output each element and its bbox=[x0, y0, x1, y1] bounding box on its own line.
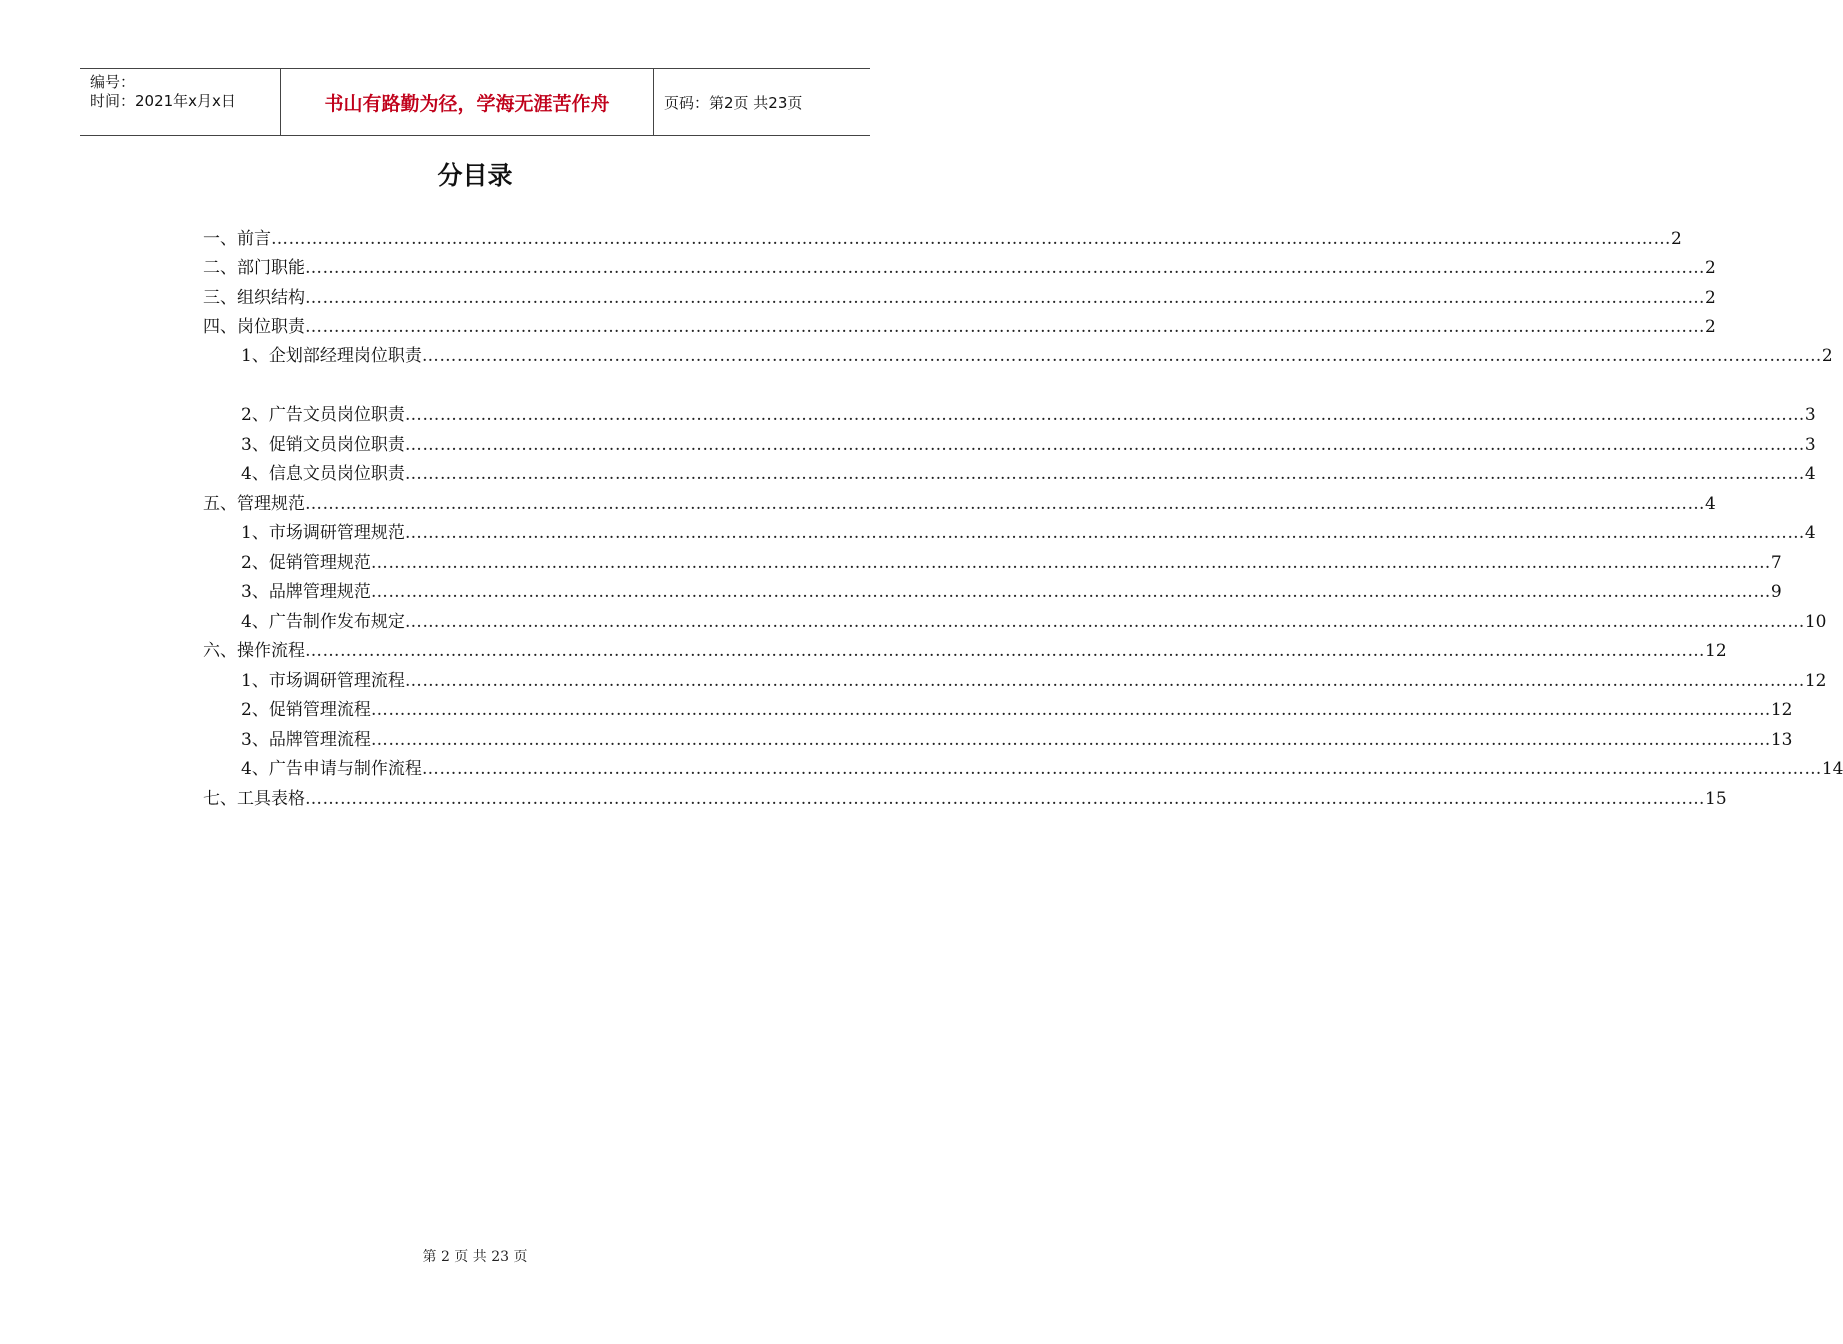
toc-entry[interactable] bbox=[241, 725, 1793, 751]
toc-entry-label: 四、岗位职责 bbox=[203, 317, 305, 337]
toc-entry-label: 1、企划部经理岗位职责 bbox=[241, 346, 422, 366]
toc-entry-page: 2 bbox=[1671, 229, 1682, 249]
toc-entry[interactable] bbox=[203, 489, 1716, 515]
toc-entry[interactable] bbox=[241, 459, 1816, 485]
toc-entry[interactable] bbox=[203, 784, 1727, 810]
toc-entry[interactable] bbox=[203, 224, 1682, 250]
toc-leader-dots: …………………………………………………………………………………………………………………………………………………………………………………………………………………… bbox=[305, 288, 1705, 308]
toc-entry[interactable] bbox=[241, 577, 1782, 603]
toc-entry[interactable] bbox=[241, 754, 1843, 780]
toc-entry-page: 12 bbox=[1705, 641, 1727, 661]
toc-leader-dots: …………………………………………………………………………………………………………………………………………………………………………………………………………………… bbox=[404, 464, 1805, 484]
toc-leader-dots: …………………………………………………………………………………………………………………………………………………………………………………………………………………… bbox=[421, 346, 1822, 366]
header-time-label: 时间：2021年x月x日 bbox=[90, 92, 236, 110]
toc-leader-dots: …………………………………………………………………………………………………………………………………………………………………………………………………………………… bbox=[421, 759, 1822, 779]
toc-entry-label: 3、品牌管理流程 bbox=[241, 730, 371, 750]
toc-entry-page: 2 bbox=[1705, 317, 1716, 337]
toc-entry-label: 4、广告制作发布规定 bbox=[241, 612, 405, 632]
toc-leader-dots: …………………………………………………………………………………………………………………………………………………………………………………………………………………… bbox=[305, 641, 1705, 661]
toc-entry-label: 2、促销管理流程 bbox=[241, 700, 371, 720]
toc-leader-dots: …………………………………………………………………………………………………………………………………………………………………………………………………………………… bbox=[370, 553, 1771, 573]
toc-entry-label: 2、广告文员岗位职责 bbox=[241, 405, 405, 425]
toc-entry-page: 2 bbox=[1705, 258, 1716, 278]
toc-entry-label: 七、工具表格 bbox=[203, 789, 305, 809]
toc-entry-page: 12 bbox=[1804, 671, 1827, 691]
header-meta bbox=[80, 69, 281, 135]
toc-entry[interactable] bbox=[241, 341, 1833, 367]
toc-entry-page: 7 bbox=[1770, 553, 1782, 573]
header-motto: 书山有路勤为径，学海无涯苦作舟 bbox=[281, 69, 654, 135]
header-number-label: 编号： bbox=[90, 73, 136, 91]
toc-leader-dots: …………………………………………………………………………………………………………………………………………………………………………………………………………………… bbox=[404, 523, 1805, 543]
toc-entry[interactable] bbox=[241, 400, 1816, 426]
page-title: 分目录 bbox=[437, 161, 513, 190]
toc-leader-dots: …………………………………………………………………………………………………………………………………………………………………………………………………………………… bbox=[404, 671, 1805, 691]
page-header bbox=[80, 68, 870, 136]
toc-entry[interactable] bbox=[241, 430, 1816, 456]
toc-leader-dots: …………………………………………………………………………………………………………………………………………………………………………………………………………………… bbox=[370, 730, 1771, 750]
toc-entry-page: 12 bbox=[1770, 700, 1793, 720]
toc-entry-label: 3、品牌管理规范 bbox=[241, 582, 371, 602]
toc-leader-dots: …………………………………………………………………………………………………………………………………………………………………………………………………………………… bbox=[370, 582, 1771, 602]
toc-entry-label: 1、市场调研管理流程 bbox=[241, 671, 405, 691]
toc-entry[interactable] bbox=[241, 666, 1827, 692]
toc-entry-label: 2、促销管理规范 bbox=[241, 553, 371, 573]
toc-entry[interactable] bbox=[203, 253, 1716, 279]
toc-leader-dots: …………………………………………………………………………………………………………………………………………………………………………………………………………………… bbox=[404, 612, 1805, 632]
toc-entry-label: 五、管理规范 bbox=[203, 494, 305, 514]
toc-entry[interactable] bbox=[203, 312, 1716, 338]
toc-entry[interactable] bbox=[241, 607, 1827, 633]
toc-entry-label: 1、市场调研管理规范 bbox=[241, 523, 405, 543]
toc-entry-label: 4、广告申请与制作流程 bbox=[241, 759, 422, 779]
toc-entry-page: 2 bbox=[1705, 288, 1716, 308]
toc-leader-dots: …………………………………………………………………………………………………………………………………………………………………………………………………………………… bbox=[305, 317, 1705, 337]
toc-entry-page: 10 bbox=[1804, 612, 1827, 632]
toc-entry-page: 2 bbox=[1821, 346, 1833, 366]
toc-entry[interactable] bbox=[241, 695, 1793, 721]
toc-leader-dots: …………………………………………………………………………………………………………………………………………………………………………………………………………………… bbox=[370, 700, 1771, 720]
toc-entry-page: 3 bbox=[1804, 435, 1816, 455]
toc-entry[interactable] bbox=[241, 518, 1816, 544]
header-page-info: 页码：第2页 共23页 bbox=[664, 93, 803, 112]
toc-entry-page: 4 bbox=[1804, 523, 1816, 543]
toc-entry-page: 4 bbox=[1804, 464, 1816, 484]
toc-entry-page: 13 bbox=[1770, 730, 1793, 750]
page-footer: 第 2 页 共 23 页 bbox=[422, 1249, 528, 1265]
toc-leader-dots: …………………………………………………………………………………………………………………………………………………………………………………………………………………… bbox=[305, 789, 1705, 809]
toc-leader-dots: …………………………………………………………………………………………………………………………………………………………………………………………………………………… bbox=[271, 229, 1671, 249]
toc-entry-page: 14 bbox=[1821, 759, 1843, 779]
toc-entry-label: 二、部门职能 bbox=[203, 258, 305, 278]
toc-entry[interactable] bbox=[241, 548, 1782, 574]
toc-entry[interactable] bbox=[203, 283, 1716, 309]
toc-entry-label: 4、信息文员岗位职责 bbox=[241, 464, 405, 484]
toc-entry-page: 3 bbox=[1804, 405, 1816, 425]
toc-entry-page: 15 bbox=[1705, 789, 1727, 809]
toc-leader-dots: …………………………………………………………………………………………………………………………………………………………………………………………………………………… bbox=[404, 435, 1805, 455]
toc-leader-dots: …………………………………………………………………………………………………………………………………………………………………………………………………………………… bbox=[305, 494, 1705, 514]
toc-leader-dots: …………………………………………………………………………………………………………………………………………………………………………………………………………………… bbox=[305, 258, 1705, 278]
toc-entry[interactable] bbox=[203, 636, 1727, 662]
toc-entry-page: 9 bbox=[1770, 582, 1782, 602]
toc-entry-label: 一、前言 bbox=[203, 229, 271, 249]
toc-entry-page: 4 bbox=[1705, 494, 1716, 514]
toc-entry-label: 三、组织结构 bbox=[203, 288, 305, 308]
toc-entry-label: 3、促销文员岗位职责 bbox=[241, 435, 405, 455]
toc-entry-label: 六、操作流程 bbox=[203, 641, 305, 661]
toc-leader-dots: …………………………………………………………………………………………………………………………………………………………………………………………………………………… bbox=[404, 405, 1805, 425]
